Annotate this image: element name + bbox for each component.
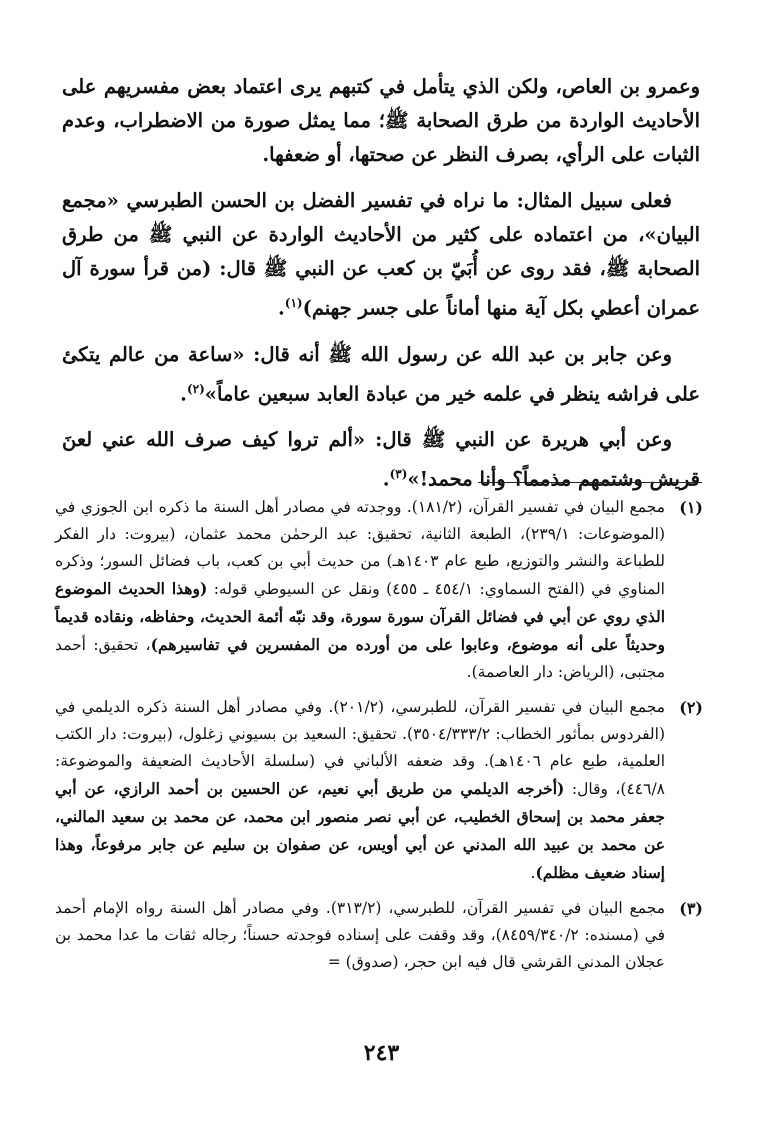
footnote-number: (٣) [679, 899, 703, 918]
footnote-text: مجمع البيان في تفسير القرآن، للطبرسي، (٢٠١/٢). وفي مصادر أهل السنة ذكره الديلمي في (الفردوس بمأثور الخطاب: ٣٥٠٤/٣٣٣/٢). تحقيق: السعيد بن بسيوني زغلول، (بيروت: دار الكتب العلمية، طبع عام ١٤٠٦هـ). وقد ضعفه الألباني في (سلسلة الأحاديث الضعيفة والموضوعة: ٤٤٦/٨)، وقال: [55, 698, 666, 798]
paragraph-3-text: وعن جابر بن عبد الله عن رسول الله ﷺ أنه قال: «ساعة من عالم يتكئ على فراشه ينظر في علمه خير من عبادة العابد سبعين عاماً» [62, 342, 700, 405]
main-text [62, 70, 700, 509]
footnote-ref-2[interactable]: (٢) [186, 381, 205, 396]
footnote-ref-1[interactable]: (١) [284, 296, 303, 310]
footnote-3 [55, 895, 703, 976]
footnote-2 [55, 694, 703, 887]
footnote-ref-3[interactable]: (٣) [389, 467, 408, 481]
paragraph-2-text: فعلى سبيل المثال: ما نراه في تفسير الفضل بن الحسن الطبرسي «مجمع البيان»، من اعتماده على كثير من الأحاديث الواردة عن النبي ﷺ من طرق الصحابة ﷺ، فقد روى عن أُبَيّ بن كعب عن النبي ﷺ قال: (من قرأ سورة آل عمران أعطي بكل آية منها أماناً على جسر جهنم) [62, 189, 700, 320]
footnote-body [55, 494, 665, 686]
footnote-quote: (وهذا الحديث الموضوع الذي روي عن أبي في فضائل القرآن سورة سورة، وقد نبّه أئمة الحديث، وحفاظه، ونقاده قديماً وحديثاً على أنه موضوع، وعابوا على من أورده من المفسرين في تفاسيرهم) [55, 579, 665, 654]
footnote-text: مجمع البيان في تفسير القرآن، (١٨١/٢). ووجدته في مصادر أهل السنة ما ذكره ابن الجوزي في (الموضوعات: ٢٣٩/١)، الطبعة الثانية، تحقيق: عبد الرحمٰن محمد عثمان، (بيروت: دار الفكر للطباعة والنشر والتوزيع، طبع عام ١٤٠٣هـ) من حديث أبي بن كعب، باب فضائل السور؛ وذكره المناوي في (الفتح السماوي: ٤٥٤/١ ـ ٤٥٥) ونقل عن السيوطي قوله: [55, 498, 665, 598]
footnote-number: (٢) [679, 698, 703, 717]
footnotes [55, 494, 703, 984]
footnote-tail: . [530, 864, 536, 882]
footnote-number: (١) [679, 498, 703, 517]
paragraph-1: وعمرو بن العاص، ولكن الذي يتأمل في كتبهم يرى اعتماد بعض مفسريهم على الأحاديث الواردة من طرق الصحابة ﷺ؛ مما يمثل صورة من الاضطراب، وعدم الثبات على الرأي، بصرف النظر عن صحتها، أو ضعفها. [62, 75, 700, 166]
footnote-body [55, 895, 665, 976]
page-number: ٢٤٣ [363, 1040, 400, 1066]
footnote-body [55, 694, 665, 887]
paragraph-4: وعن أبي هريرة عن النبي ﷺ قال: «ألم تروا كيف صرف الله عني لعنَ قريش وشتمهم مذمماً؟ وأنا محمد!»$^{(٣)}$. [62, 428, 700, 491]
footnote-text: مجمع البيان في تفسير القرآن، للطبرسي، (٣١٣/٢). وفي مصادر أهل السنة رواه الإمام أحمد في (مسنده: ٨٤٥٩/٣٤٠/٢)، وقد وقفت على إسناده فوجدته حسناً؛ رجاله ثقات ما عدا محمد بن عجلان المدني القرشي قال فيه ابن حجر، (صدوق) = [55, 899, 666, 971]
paragraph-4-text: وعن أبي هريرة عن النبي ﷺ قال: «ألم تروا كيف صرف الله عني لعنَ قريش وشتمهم مذمماً؟ وأنا محمد!» [62, 428, 700, 491]
footnote-quote: (أخرجه الديلمي من طريق أبي نعيم، عن الحسين بن أحمد الرازي، عن أبي جعفر محمد بن إسحاق الخطيب، عن أبي نصر منصور ابن محمد، عن محمد بن سعيد المالني، عن محمد بن عبيد الله المدني عن أبي أويس، عن صفوان بن سليم عن جابر مرفوعاً، وهذا إسناد ضعيف مظلم) [55, 779, 665, 882]
footnote-tail: ، تحقيق: أحمد مجتبى، (الرياض: دار العاصمة). [55, 636, 665, 681]
footnote-1 [55, 494, 703, 686]
paragraph-2: فعلى سبيل المثال: ما نراه في تفسير الفضل بن الحسن الطبرسي «مجمع البيان»، من اعتماده على كثير من الأحاديث الواردة عن النبي ﷺ من طرق الصحابة ﷺ، فقد روى عن أُبَيّ بن كعب عن النبي ﷺ قال: (من قرأ سورة آل عمران أعطي بكل آية منها أماناً على جسر جهنم)$^{(١)}$. [62, 189, 700, 320]
footnote-separator [478, 482, 702, 483]
paragraph-3: وعن جابر بن عبد الله عن رسول الله ﷺ أنه قال: «ساعة من عالم يتكئ على فراشه ينظر في علمه خير من عبادة العابد سبعين عاماً»$^{(٢)}$. [62, 342, 700, 405]
